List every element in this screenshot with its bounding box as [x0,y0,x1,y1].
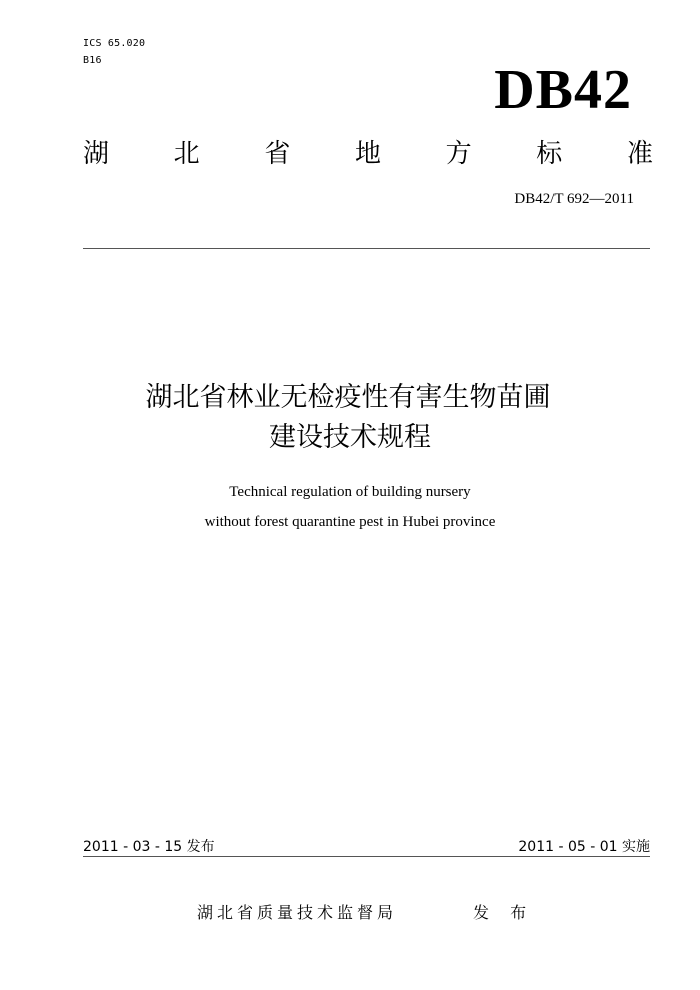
issue-date: 2011 - 03 - 15 发布 [83,839,215,855]
standard-type-heading [83,138,653,170]
document-title-en-line1: Technical regulation of building nursery [229,484,471,500]
footer-divider [83,856,650,857]
standard-type-char: 地 [354,139,381,169]
classification-code: B16 [83,55,102,66]
standard-type-char: 方 [445,139,472,169]
standard-type-char: 省 [264,139,291,169]
document-title-cn-line2: 建设技术规程 [269,422,431,453]
standard-type-char: 北 [173,139,200,169]
ics-code: ICS 65.020 [83,38,146,49]
issuer-action: 发 布 [473,903,535,922]
standard-logo: DB42 [494,59,632,121]
document-title-cn-line1: 湖北省林业无检疫性有害生物苗圃 [145,382,551,413]
implementation-date: 2011 - 05 - 01 实施 [518,839,650,855]
standard-type-char: 准 [626,139,653,169]
standard-type-char: 标 [536,139,563,169]
standard-code: DB42/T 692—2011 [514,191,634,207]
document-title-en-line2: without forest quarantine pest in Hubei province [204,514,496,530]
standard-type-char: 湖 [83,139,110,169]
issuing-authority: 湖北省质量技术监督局 [197,903,398,922]
header-divider [83,248,650,249]
